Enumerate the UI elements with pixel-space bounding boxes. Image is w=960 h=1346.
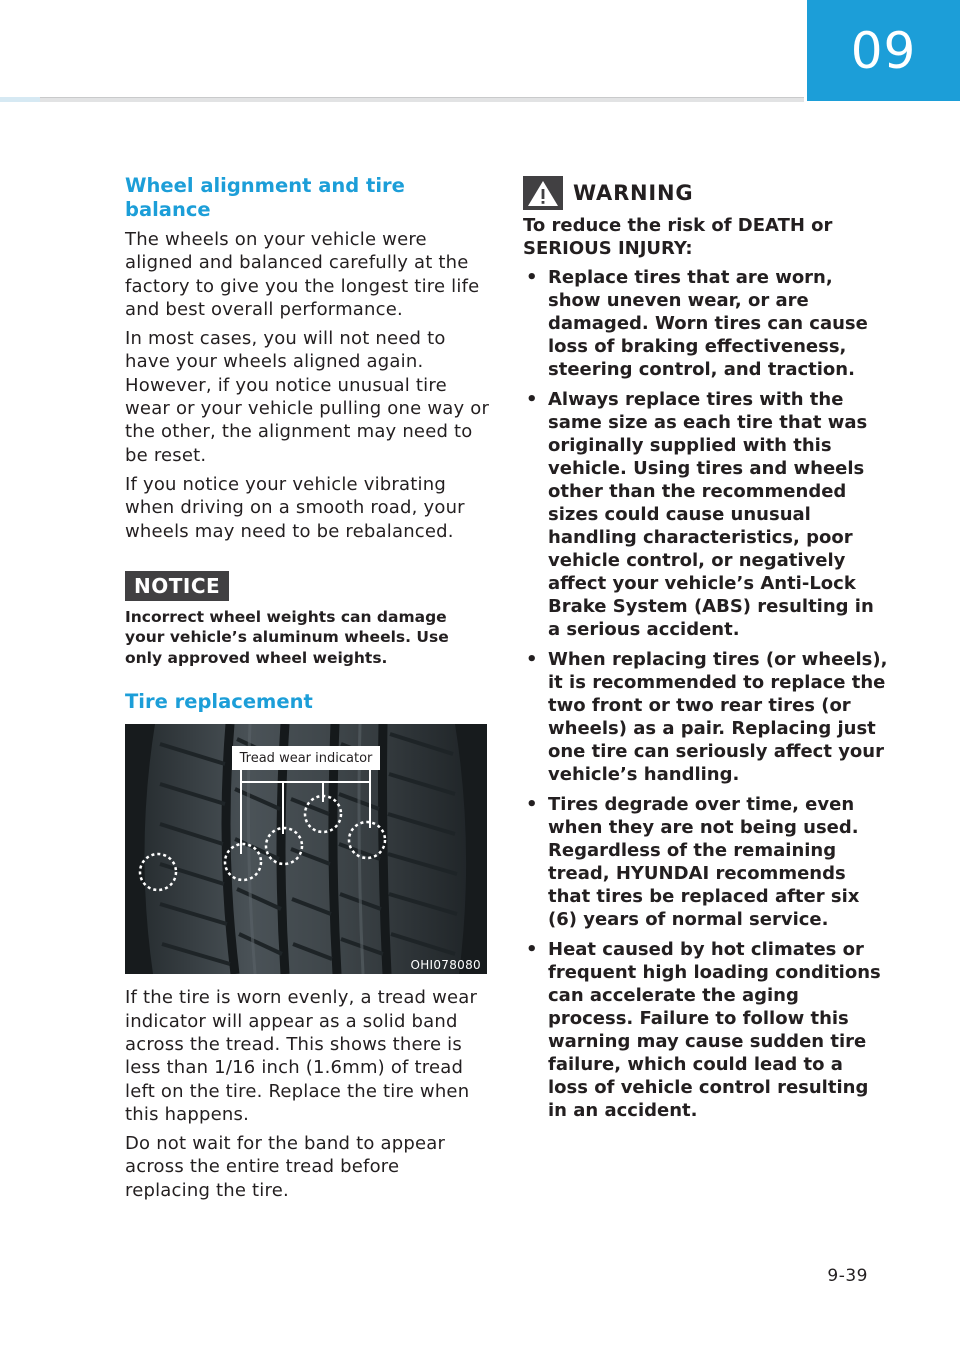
warning-item: • When replacing tires (or wheels), it is recommended to replace the two front or two rear tires (or wheels) as a pair. Replacing just one tire can seriously affect your vehicle’s handling. xyxy=(523,648,888,786)
warning-item: • Replace tires that are worn, show uneven wear, or are damaged. Worn tires can cause loss of braking effectiveness, steering control, and traction. xyxy=(523,266,888,381)
tread-wear-indicator-label: Tread wear indicator xyxy=(239,750,373,766)
tire-replacement-heading: Tire replacement xyxy=(125,690,313,714)
right-column xyxy=(523,176,888,1129)
warning-intro: To reduce the risk of DEATH or SERIOUS INJURY: xyxy=(523,215,833,259)
warning-item: • Tires degrade over time, even when they are not being used. Regardless of the remaining tread, HYUNDAI recommends that tires be replaced after six (6) years of normal service. xyxy=(523,793,888,931)
page-number: 9-39 xyxy=(827,1266,868,1286)
header-rule xyxy=(0,97,804,102)
alignment-paragraph: The wheels on your vehicle were aligned and balanced carefully at the factory to give you the longest tire life and best overall performance. xyxy=(125,229,480,320)
warning-list xyxy=(523,266,888,1122)
figure-code: OHI078080 xyxy=(410,958,481,973)
tire-tread-figure xyxy=(125,724,487,974)
warning-triangle-icon xyxy=(523,176,563,210)
notice-text: Incorrect wheel weights can damage your vehicle’s aluminum wheels. Use only approved wheel weights. xyxy=(125,607,449,667)
replacement-paragraph: If the tire is worn evenly, a tread wear indicator will appear as a solid band across the tread. This shows there is less than 1/16 inch (1.6mm) of tread left on the tire. Replace the tire when this happens. xyxy=(125,987,478,1125)
warning-item: • Always replace tires with the same size as each tire that was originally supplied with this vehicle. Using tires and wheels other than the recommended sizes could cause unusual handling characteristics, poor vehicle control, or negatively affect your vehicle’s Anti-Lock Brake System (ABS) resulting in a serious accident. xyxy=(523,388,888,641)
wheel-alignment-heading: Wheel alignment and tire balance xyxy=(125,174,405,221)
alignment-paragraph: In most cases, you will not need to have your wheels aligned again. However, if you notice unusual tire wear or your vehicle pulling one way or the other, the alignment may need to be reset. xyxy=(125,328,490,466)
chapter-tab xyxy=(807,0,960,101)
notice-badge: NOTICE xyxy=(125,571,229,601)
warning-header xyxy=(523,176,888,210)
replacement-paragraph: Do not wait for the band to appear across the entire tread before replacing the tire. xyxy=(125,1133,446,1201)
warning-title: WARNING xyxy=(573,181,694,205)
chapter-number: 09 xyxy=(850,21,917,80)
left-column xyxy=(125,174,490,1202)
alignment-paragraph: If you notice your vehicle vibrating when driving on a smooth road, your wheels may need to be rebalanced. xyxy=(125,473,465,542)
warning-item: • Heat caused by hot climates or frequent high loading conditions can accelerate the aging process. Failure to follow this warning may cause sudden tire failure, which could lead to a loss of vehicle control resulting in an accident. xyxy=(523,938,888,1122)
